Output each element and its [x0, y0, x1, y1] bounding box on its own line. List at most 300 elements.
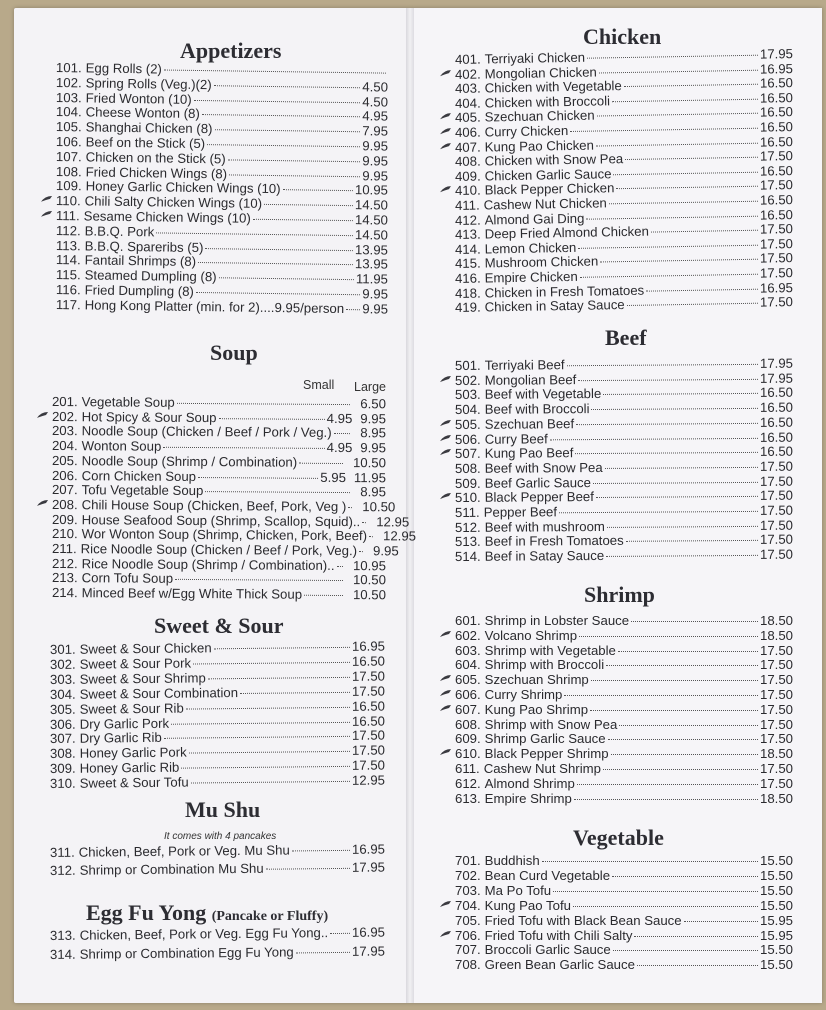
item-number: 104. — [55, 104, 82, 120]
shrimp-menu-item — [455, 746, 793, 761]
dot-leader — [605, 467, 758, 469]
dot-leader — [625, 157, 758, 160]
item-price-small: 4.95 — [326, 440, 353, 456]
item-name: Hong Kong Platter (min. for 2)....9.95/person — [84, 297, 345, 316]
spicy-chili-icon — [439, 375, 452, 383]
dot-leader — [606, 665, 758, 666]
item-price: 16.50 — [759, 133, 794, 150]
item-name: Deep Fried Almond Chicken — [484, 223, 649, 242]
vegetable-menu-item — [455, 853, 793, 868]
item-number: 608. — [455, 716, 481, 732]
item-price: 18.50 — [759, 746, 793, 762]
item-price: 17.50 — [759, 487, 794, 504]
item-price-large: 10.50 — [352, 587, 387, 603]
item-price: 17.50 — [759, 761, 793, 776]
item-price: 17.95 — [759, 370, 794, 386]
item-price: 17.95 — [351, 859, 386, 875]
dot-leader — [196, 292, 360, 295]
item-name: Beef Garlic Sauce — [484, 474, 592, 491]
spicy-chili-icon — [439, 748, 452, 756]
item-name: Terriyaki Beef — [484, 357, 565, 373]
item-name: Shrimp with Snow Pea — [484, 716, 618, 732]
item-number: 101. — [55, 60, 82, 76]
item-number: 309. — [49, 760, 76, 777]
item-name: Dry Garlic Pork — [79, 715, 170, 732]
shrimp-menu-item — [455, 731, 793, 746]
item-number: 511. — [454, 504, 480, 520]
spicy-chili-icon — [439, 419, 452, 427]
item-name: Sweet & Sour Chicken — [79, 640, 212, 657]
eggfuyong-subtitle: (Pancake or Fluffy) — [211, 909, 329, 924]
item-number: 508. — [454, 460, 481, 476]
item-price: 16.50 — [759, 75, 794, 91]
item-price: 13.95 — [354, 256, 389, 273]
vegetable-menu-item — [455, 898, 793, 913]
item-name: Chicken Garlic Sauce — [484, 166, 612, 184]
dot-leader — [590, 710, 758, 711]
item-number: 109. — [55, 178, 82, 194]
dot-leader — [198, 477, 318, 479]
item-number: 509. — [454, 475, 481, 491]
dot-leader — [214, 85, 361, 88]
dot-leader — [296, 951, 350, 953]
item-name: Mushroom Chicken — [484, 253, 599, 271]
dot-leader — [574, 799, 758, 800]
dot-leader — [264, 204, 353, 206]
item-name: Beef with Snow Pea — [484, 459, 603, 476]
item-price: 9.95 — [362, 301, 389, 317]
item-price: 15.50 — [759, 867, 793, 883]
item-name: Kung Pao Beef — [484, 445, 574, 461]
shrimp-menu-item — [455, 776, 793, 791]
item-number: 409. — [454, 168, 481, 184]
item-price: 17.50 — [759, 177, 794, 194]
item-price: 17.95 — [759, 355, 794, 371]
item-price: 17.50 — [759, 775, 793, 791]
dot-leader — [299, 463, 343, 464]
dot-leader — [334, 433, 351, 434]
dot-leader — [219, 418, 325, 420]
dot-leader — [283, 190, 353, 192]
item-number: 202. — [51, 408, 78, 424]
dot-leader — [219, 277, 354, 280]
item-price: 17.95 — [351, 942, 386, 959]
item-name: Mongolian Beef — [484, 371, 577, 388]
item-name: Fried Dumpling (8) — [84, 282, 194, 299]
item-number: 206. — [51, 467, 78, 483]
item-price: 18.50 — [759, 627, 793, 643]
dot-leader — [266, 868, 350, 870]
spicy-chili-icon — [36, 499, 49, 507]
item-name: Cheese Wonton (8) — [85, 104, 200, 122]
dot-leader — [193, 662, 350, 665]
item-number: 105. — [55, 119, 82, 135]
dot-leader — [596, 142, 758, 146]
item-name: Vegetable Soup — [81, 394, 175, 410]
item-number: 404. — [454, 95, 481, 111]
dot-leader — [348, 507, 352, 508]
item-name: Honey Garlic Pork — [79, 744, 187, 761]
item-price: 17.50 — [759, 265, 794, 281]
item-number: 114. — [55, 252, 81, 268]
item-price: 17.50 — [759, 473, 794, 489]
dot-leader — [619, 725, 758, 726]
item-name: Terriyaki Chicken — [484, 49, 586, 67]
spicy-chili-icon — [439, 704, 452, 712]
item-price: 16.50 — [759, 399, 794, 415]
item-number: 107. — [55, 148, 82, 165]
item-number: 212. — [51, 555, 78, 571]
item-price: 16.95 — [759, 60, 794, 77]
item-number: 610. — [455, 746, 481, 762]
item-name: Beef in Satay Sauce — [484, 548, 605, 564]
spicy-chili-icon — [439, 674, 452, 682]
dot-leader — [637, 965, 758, 966]
item-number: 705. — [455, 912, 481, 928]
item-price: 16.50 — [351, 698, 386, 714]
item-price-large: 9.95 — [360, 410, 387, 427]
item-name: Chicken on the Stick (5) — [85, 149, 226, 167]
item-price: 17.50 — [351, 668, 386, 684]
item-number: 210. — [51, 526, 78, 542]
item-number: 706. — [455, 927, 481, 943]
dot-leader — [613, 172, 757, 176]
vegetable-menu-item — [455, 928, 793, 943]
dot-leader — [684, 921, 758, 922]
item-number: 408. — [454, 153, 481, 170]
dot-leader — [616, 186, 758, 189]
item-name: Honey Garlic Rib — [79, 759, 180, 776]
item-price: 14.50 — [354, 197, 389, 213]
dot-leader — [177, 403, 351, 405]
item-price-small: 5.95 — [320, 469, 347, 485]
item-number: 413. — [454, 226, 481, 243]
item-name: Kung Pao Shrimp — [484, 701, 589, 717]
item-name: B.B.Q. Spareribs (5) — [84, 237, 204, 255]
dot-leader — [359, 551, 363, 552]
item-price: 9.95 — [362, 153, 389, 169]
spicy-chili-icon — [439, 112, 452, 120]
item-price: 17.50 — [759, 532, 794, 548]
item-number: 308. — [49, 746, 76, 762]
item-name: Buddhish — [484, 853, 540, 868]
dot-leader — [624, 84, 758, 87]
item-price: 16.50 — [759, 206, 794, 223]
item-name: Fried Chicken Wings (8) — [85, 164, 228, 181]
spicy-chili-icon — [439, 492, 452, 500]
dot-leader — [542, 861, 758, 862]
item-number: 301. — [49, 641, 76, 657]
item-number: 708. — [455, 957, 481, 973]
item-number: 505. — [454, 416, 481, 432]
item-price: 16.50 — [759, 192, 794, 208]
item-number: 403. — [454, 80, 481, 97]
item-number: 414. — [454, 241, 481, 257]
item-price: 16.50 — [759, 385, 794, 401]
item-number: 205. — [51, 452, 78, 468]
mushu-heading: Mu Shu — [185, 797, 261, 822]
item-price: 18.50 — [759, 613, 793, 628]
shrimp-heading: Shrimp — [584, 582, 655, 607]
item-number: 112. — [55, 222, 81, 239]
item-name: Rice Noodle Soup (Chicken / Beef / Pork, Veg.) — [80, 541, 358, 559]
spicy-chili-icon — [40, 210, 53, 218]
item-number: 410. — [454, 182, 481, 199]
item-price-large: 11.95 — [353, 469, 387, 485]
item-name: Minced Beef w/Egg White Thick Soup — [81, 585, 303, 602]
item-price: 17.50 — [759, 148, 794, 164]
item-price-large: 10.50 — [362, 499, 396, 515]
item-number: 502. — [454, 372, 481, 388]
spicy-chili-icon — [439, 185, 452, 193]
item-price: 15.50 — [759, 882, 793, 898]
dot-leader — [593, 481, 758, 483]
shrimp-menu-item — [455, 761, 793, 776]
item-number: 311. — [49, 844, 75, 860]
dot-leader — [163, 447, 324, 449]
item-name: Chicken with Snow Pea — [484, 151, 624, 169]
item-name: Dry Garlic Rib — [79, 730, 162, 747]
item-price: 16.50 — [759, 429, 794, 445]
item-price: 17.50 — [351, 727, 386, 744]
spicy-chili-icon — [439, 448, 452, 456]
item-price: 17.50 — [759, 546, 794, 562]
item-price: 10.95 — [354, 182, 389, 199]
item-name: Almond Shrimp — [484, 775, 575, 791]
dot-leader — [181, 766, 350, 769]
vegetable-menu-item — [455, 957, 793, 972]
dot-leader — [175, 579, 343, 581]
dot-leader — [573, 906, 758, 907]
item-number: 110. — [55, 193, 81, 209]
dot-leader — [577, 784, 758, 785]
eggfuyong-menu-item — [50, 943, 385, 962]
shrimp-menu-item — [455, 702, 793, 717]
item-price: 16.50 — [759, 162, 794, 179]
item-price: 4.50 — [362, 93, 389, 110]
item-price: 17.50 — [759, 235, 794, 252]
dot-leader — [579, 636, 758, 637]
item-number: 307. — [49, 731, 76, 747]
item-name: Mongolian Chicken — [484, 64, 597, 82]
item-price: 17.50 — [759, 458, 794, 474]
item-number: 213. — [51, 570, 78, 586]
item-name: Chicken in Fresh Tomatoes — [484, 282, 645, 301]
item-price: 15.95 — [759, 912, 793, 928]
item-number: 419. — [454, 299, 481, 316]
dot-leader — [634, 936, 758, 937]
dot-leader — [567, 364, 758, 366]
dot-leader — [626, 540, 758, 542]
soup-large-column-header: Large — [354, 380, 386, 394]
item-price: 4.95 — [362, 108, 389, 125]
item-name: Szechuan Beef — [484, 415, 575, 432]
item-name: Sweet & Sour Combination — [79, 684, 239, 702]
menu-fold — [406, 8, 414, 1003]
item-price: 17.50 — [759, 657, 793, 673]
beef-menu-item — [455, 547, 793, 564]
item-number: 204. — [51, 438, 78, 454]
item-price-large: 9.95 — [360, 440, 387, 456]
dot-leader — [575, 452, 758, 454]
item-name: Noodle Soup (Chicken / Beef / Pork / Veg.) — [81, 423, 332, 441]
item-price: 9.95 — [362, 167, 389, 184]
item-name: Fantail Shrimps (8) — [84, 252, 197, 270]
dot-leader — [631, 621, 758, 622]
item-price: 17.50 — [759, 716, 793, 732]
item-price-large: 10.50 — [352, 454, 387, 471]
shrimp-menu-item — [455, 717, 793, 732]
item-number: 513. — [454, 534, 481, 550]
item-name: Tofu Vegetable Soup — [81, 482, 204, 499]
item-price: 17.50 — [759, 672, 793, 688]
item-number: 306. — [49, 716, 76, 732]
item-price-large: 12.95 — [376, 513, 410, 530]
item-name: Sweet & Sour Pork — [79, 655, 192, 672]
item-price: 16.95 — [351, 924, 386, 940]
soup-heading: Soup — [210, 340, 258, 365]
item-name: Egg Rolls (2) — [85, 60, 163, 77]
spicy-chili-icon — [439, 127, 452, 135]
item-name: Fried Wonton (10) — [85, 90, 192, 107]
item-name: Chicken with Broccoli — [484, 93, 611, 111]
item-name: Shrimp in Lobster Sauce — [484, 613, 630, 628]
item-number: 406. — [454, 124, 481, 140]
item-price: 15.95 — [759, 927, 793, 943]
item-name: Fried Tofu with Chili Salty — [484, 927, 633, 943]
item-number: 512. — [454, 519, 481, 535]
item-number: 314. — [49, 946, 76, 962]
item-price: 4.50 — [362, 79, 389, 95]
item-name: Lemon Chicken — [484, 239, 577, 257]
item-price: 17.50 — [759, 687, 793, 702]
dot-leader — [171, 721, 350, 724]
item-number: 506. — [454, 431, 481, 447]
item-number: 501. — [454, 357, 481, 373]
sweet-sour-heading: Sweet & Sour — [154, 613, 284, 638]
dot-leader — [591, 408, 758, 410]
dot-leader — [189, 751, 350, 754]
dot-leader — [600, 259, 758, 263]
item-number: 116. — [55, 282, 81, 298]
item-price: 16.50 — [351, 712, 386, 729]
item-number: 401. — [454, 51, 481, 67]
item-number: 607. — [455, 701, 481, 717]
item-name: Shrimp with Vegetable — [484, 642, 616, 658]
vegetable-menu-item — [455, 913, 793, 928]
item-price: 16.95 — [351, 841, 386, 857]
item-name: Black Pepper Chicken — [484, 180, 615, 198]
item-name: Rice Noodle Soup (Shrimp / Combination).. — [81, 555, 335, 573]
soup-small-column-header: Small — [303, 378, 335, 392]
dot-leader — [240, 692, 350, 694]
item-price: 14.50 — [354, 226, 389, 243]
item-number: 303. — [49, 671, 76, 687]
item-number: 704. — [455, 897, 481, 913]
item-name: Noodle Soup (Shrimp / Combination) — [81, 453, 298, 470]
dot-leader — [550, 437, 758, 439]
item-name: Shrimp Garlic Sauce — [484, 731, 606, 747]
dot-leader — [596, 496, 758, 498]
spicy-chili-icon — [40, 195, 53, 203]
item-price: 15.50 — [759, 942, 793, 958]
item-name: Empire Chicken — [484, 268, 578, 286]
item-name: House Seafood Soup (Shrimp, Scallop, Squid).. — [81, 511, 361, 529]
spicy-chili-icon — [439, 142, 452, 150]
item-name: Black Pepper Beef — [484, 489, 594, 506]
dot-leader — [578, 379, 758, 381]
item-price: 18.50 — [759, 790, 793, 806]
item-number: 603. — [455, 642, 481, 658]
dot-leader — [214, 129, 360, 132]
dot-leader — [611, 754, 758, 755]
eggfuyong-heading — [86, 900, 328, 926]
spicy-chili-icon — [439, 630, 452, 638]
item-name: Shanghai Chicken (8) — [85, 119, 213, 137]
item-price: 9.95 — [362, 286, 389, 302]
item-price: 15.50 — [759, 897, 793, 913]
item-price: 9.95 — [362, 138, 389, 154]
vegetable-menu-item — [455, 942, 793, 957]
item-name: Shrimp or Combination Mu Shu — [79, 860, 264, 878]
dot-leader — [586, 215, 758, 219]
item-price: 15.50 — [759, 853, 793, 868]
dot-leader — [337, 566, 343, 567]
item-price: 17.50 — [351, 757, 386, 774]
shrimp-menu-item — [455, 687, 793, 702]
item-number: 405. — [454, 109, 481, 126]
item-name: Cashew Nut Chicken — [483, 195, 607, 213]
shrimp-menu-item — [455, 672, 793, 687]
item-number: 304. — [49, 686, 76, 702]
item-number: 707. — [455, 942, 481, 958]
item-number: 106. — [55, 134, 82, 150]
item-number: 514. — [454, 548, 481, 565]
item-name: Sweet & Sour Rib — [79, 700, 184, 717]
dot-leader — [618, 651, 758, 652]
item-price-large: 10.95 — [352, 557, 387, 574]
mushu-note: It comes with 4 pancakes — [164, 831, 277, 842]
item-number: 313. — [49, 927, 76, 943]
dot-leader — [205, 248, 353, 251]
item-price: 11.95 — [355, 271, 389, 287]
item-number: 113. — [55, 237, 81, 253]
dot-leader — [651, 230, 758, 233]
item-price-large: 10.50 — [352, 572, 387, 588]
shrimp-menu-item — [455, 791, 793, 806]
item-price: 17.50 — [759, 294, 794, 310]
vegetable-menu-item — [455, 883, 793, 898]
item-name: Beef with Vegetable — [484, 386, 602, 403]
dot-leader — [609, 201, 758, 205]
item-name: Shrimp with Broccoli — [484, 657, 605, 673]
item-name: Cashew Nut Shrimp — [483, 761, 601, 776]
dot-leader — [164, 70, 386, 74]
item-price: 7.95 — [362, 123, 389, 139]
item-number: 416. — [454, 270, 481, 286]
item-price: 17.50 — [351, 683, 386, 699]
item-number: 703. — [455, 882, 481, 898]
item-number: 108. — [55, 163, 82, 179]
dot-leader — [228, 159, 361, 162]
dot-leader — [208, 677, 350, 679]
dot-leader — [191, 781, 350, 784]
item-name: Sweet & Sour Tofu — [79, 774, 189, 791]
item-name: Szechuan Shrimp — [484, 672, 589, 688]
item-price-large: 9.95 — [372, 543, 399, 559]
dot-leader — [597, 113, 758, 117]
item-price: 17.50 — [759, 517, 794, 533]
